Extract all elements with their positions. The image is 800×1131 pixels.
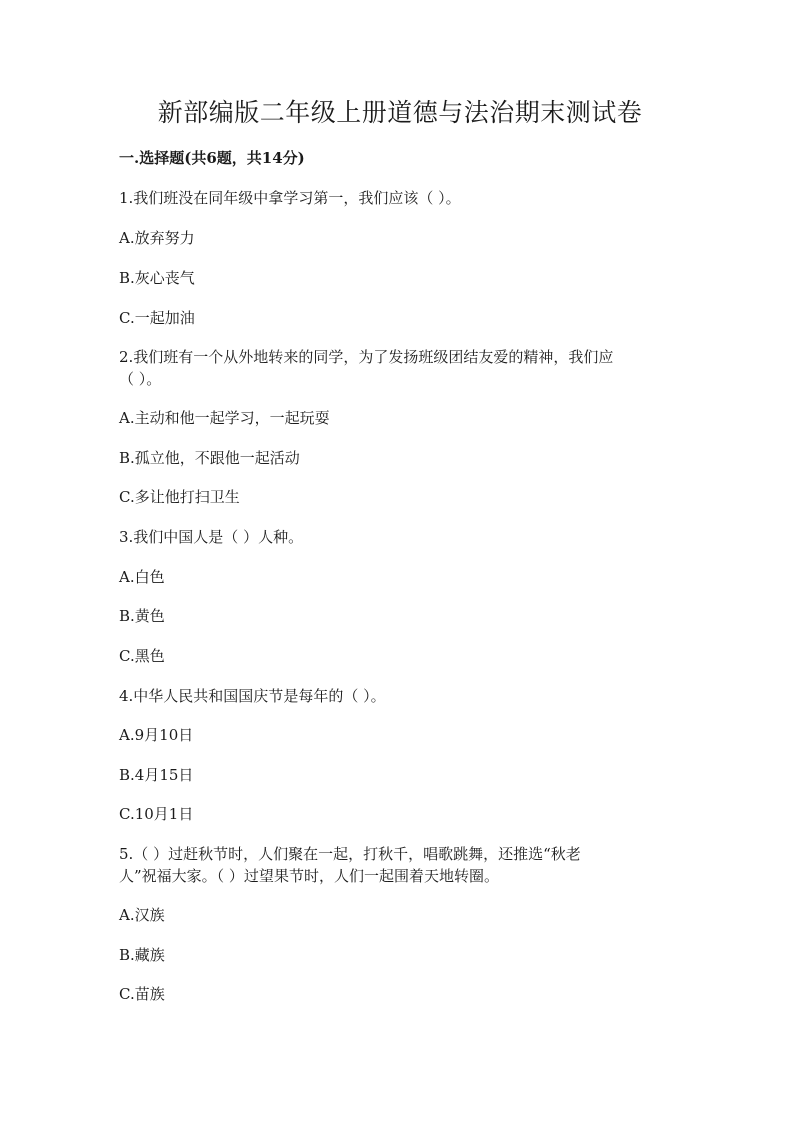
question-5-option-b: B.藏族	[119, 946, 165, 964]
question-5-option-a: A.汉族	[119, 906, 165, 924]
question-4-stem: 4.中华人民共和国国庆节是每年的（ ）。	[119, 687, 386, 705]
question-3-option-c: C.黑色	[119, 647, 165, 665]
question-4-option-c: C.10月1日	[119, 805, 194, 823]
question-3-option-b: B.黄色	[119, 607, 165, 625]
question-4-option-b: B.4月15日	[119, 766, 194, 784]
question-3-option-a: A.白色	[119, 568, 165, 586]
question-4-option-a: A.9月10日	[119, 726, 194, 744]
question-1-option-b: B.灰心丧气	[119, 269, 195, 287]
question-5-stem-line-2: 人”祝福大家。（ ）过望果节时，人们一起围着天地转圈。	[119, 867, 499, 885]
question-2-option-b: B.孤立他，不跟他一起活动	[119, 449, 300, 467]
question-3-stem: 3.我们中国人是（ ）人种。	[119, 528, 304, 546]
question-1-stem: 1.我们班没在同年级中拿学习第一，我们应该（ ）。	[119, 189, 461, 207]
question-5-stem-line-1: 5.（ ）过赶秋节时，人们聚在一起，打秋千，唱歌跳舞，还推选“秋老	[119, 845, 581, 863]
question-5-option-c: C.苗族	[119, 985, 165, 1003]
section-heading: 一.选择题(共6题，共14分)	[119, 149, 305, 167]
question-2-stem-line-2: （ ）。	[119, 370, 162, 388]
question-1-option-c: C.一起加油	[119, 309, 195, 327]
question-2-option-a: A.主动和他一起学习，一起玩耍	[119, 409, 330, 427]
question-1-option-a: A.放弃努力	[119, 229, 195, 247]
question-2-stem-line-1: 2.我们班有一个从外地转来的同学，为了发扬班级团结友爱的精神，我们应	[119, 348, 614, 366]
exam-title: 新部编版二年级上册道德与法治期末测试卷	[157, 98, 643, 127]
question-2-option-c: C.多让他打扫卫生	[119, 488, 240, 506]
